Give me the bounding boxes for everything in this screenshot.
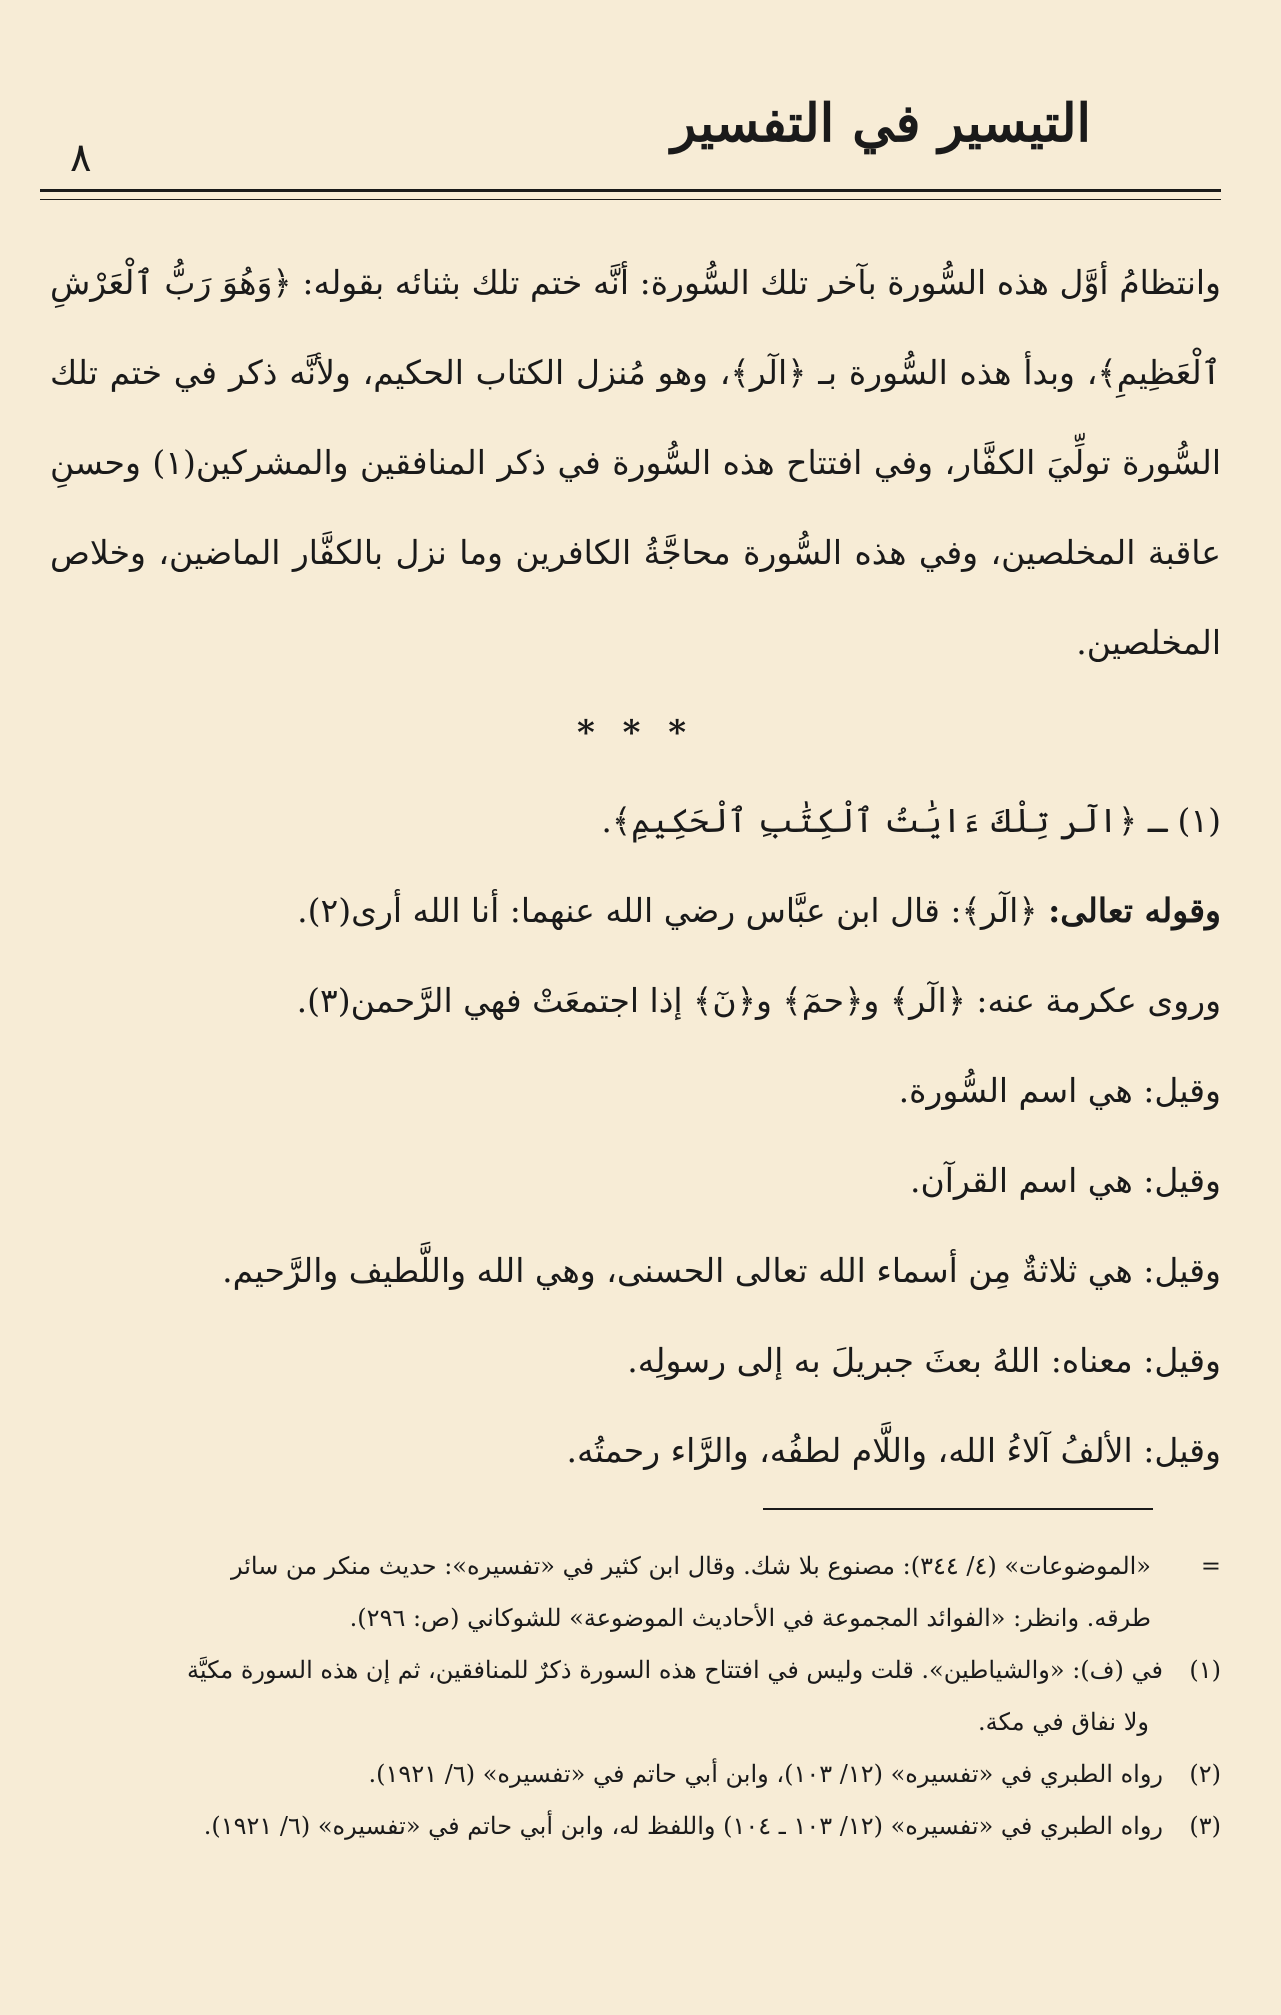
footnote-2 [40,1748,1221,1800]
footnote-3 [40,1800,1221,1852]
commentary-line-1-text: ﴿الٓر﴾: قال ابن عبَّاس رضي الله عنهما: أنا الله أرى(٢). [297,891,1049,930]
footnote-continued-line-1: «الموضوعات» (٤/ ٣٤٤): مصنوع بلا شك. وقال ابن كثير في «تفسيره»: حديث منكر من سائر [230,1552,1151,1580]
header-rule [40,189,1221,200]
page-number: ٨ [70,135,92,181]
running-header [40,75,1221,195]
book-title: التيسير في التفسير [671,93,1091,154]
commentary-line-5: وقيل: هي ثلاثةٌ مِن أسماء الله تعالى الحسنى، وهي الله واللَّطيف والرَّحيم. [222,1251,1221,1290]
verse-line: (١) ـ ﴿الٓر تِلْكَ ءَايَٰتُ ٱلْكِتَٰبِ ٱلْحَكِيمِ﴾. [601,801,1221,840]
commentary-line-4: وقيل: هي اسم القرآن. [910,1161,1221,1200]
footnote-3-text: رواه الطبري في «تفسيره» (١٢/ ١٠٣ ـ ١٠٤) واللفظ له، وابن أبي حاتم في «تفسيره» (٦/ ١٩٢١). [203,1812,1163,1840]
commentary-line-1 [50,866,1221,956]
footnote-continued-mark: = [1200,1552,1221,1580]
footnote-1 [40,1644,1221,1696]
commentary-line-6: وقيل: معناه: اللهُ بعثَ جبريلَ به إلى رسولِه. [627,1341,1221,1380]
footnote-3-number: (٣) [1189,1812,1221,1840]
footnote-2-text: رواه الطبري في «تفسيره» (١٢/ ١٠٣)، وابن أبي حاتم في «تفسيره» (٦/ ١٩٢١). [368,1760,1163,1788]
footnote-1-continuation: ولا نفاق في مكة. [978,1708,1149,1736]
commentary-line-2: وروى عكرمة عنه: ﴿الٓر﴾ و﴿حمٓ﴾ و﴿نٓ﴾ إذا اجتمعَتْ فهي الرَّحمن(٣). [296,981,1221,1020]
footnote-continued-line-2: طرقه. وانظر: «الفوائد المجموعة في الأحاديث الموضوعة» للشوكاني (ص: ٢٩٦). [349,1604,1151,1632]
main-text [50,238,1221,1496]
footnote-1-number: (١) [1189,1656,1221,1684]
commentary-line-3: وقيل: هي اسم السُّورة. [898,1071,1221,1110]
footnote-1-text: في (ف): «والشياطين». قلت وليس في افتتاح هذه السورة ذكرٌ للمنافقين، ثم إن هذه السورة مكيَّة [186,1656,1163,1684]
intro-paragraph: وانتظامُ أوَّل هذه السُّورة بآخر تلك السُّورة: أنَّه ختم تلك بثنائه بقوله: ﴿وَهُوَ رَبُّ ٱلْعَرْشِ ٱلْعَظِيمِ﴾، وبدأ هذه السُّورة بـ ﴿الٓر﴾، وهو مُنزل الكتاب الحكيم، ولأنَّه ذكر في ختم تلك السُّورة تولِّيَ الكفَّار، وفي افتتاح هذه السُّورة في ذكر المنافقين والمشركين(١) وحسنِ عاقبة المخلصين، وفي هذه السُّورة محاجَّةُ الكافرين وما نزل بالكفَّار الماضين، وخلاص المخلصين. [50,263,1222,662]
commentary-lead: وقوله تعالى: [1048,891,1221,930]
commentary-line-7: وقيل: الألفُ آلاءُ الله، واللَّام لطفُه، والرَّاء رحمتُه. [566,1431,1221,1470]
footnote-separator [763,1508,1153,1510]
footnotes [40,1540,1221,1852]
section-separator: * * * [576,713,694,753]
footnote-2-number: (٢) [1189,1760,1221,1788]
